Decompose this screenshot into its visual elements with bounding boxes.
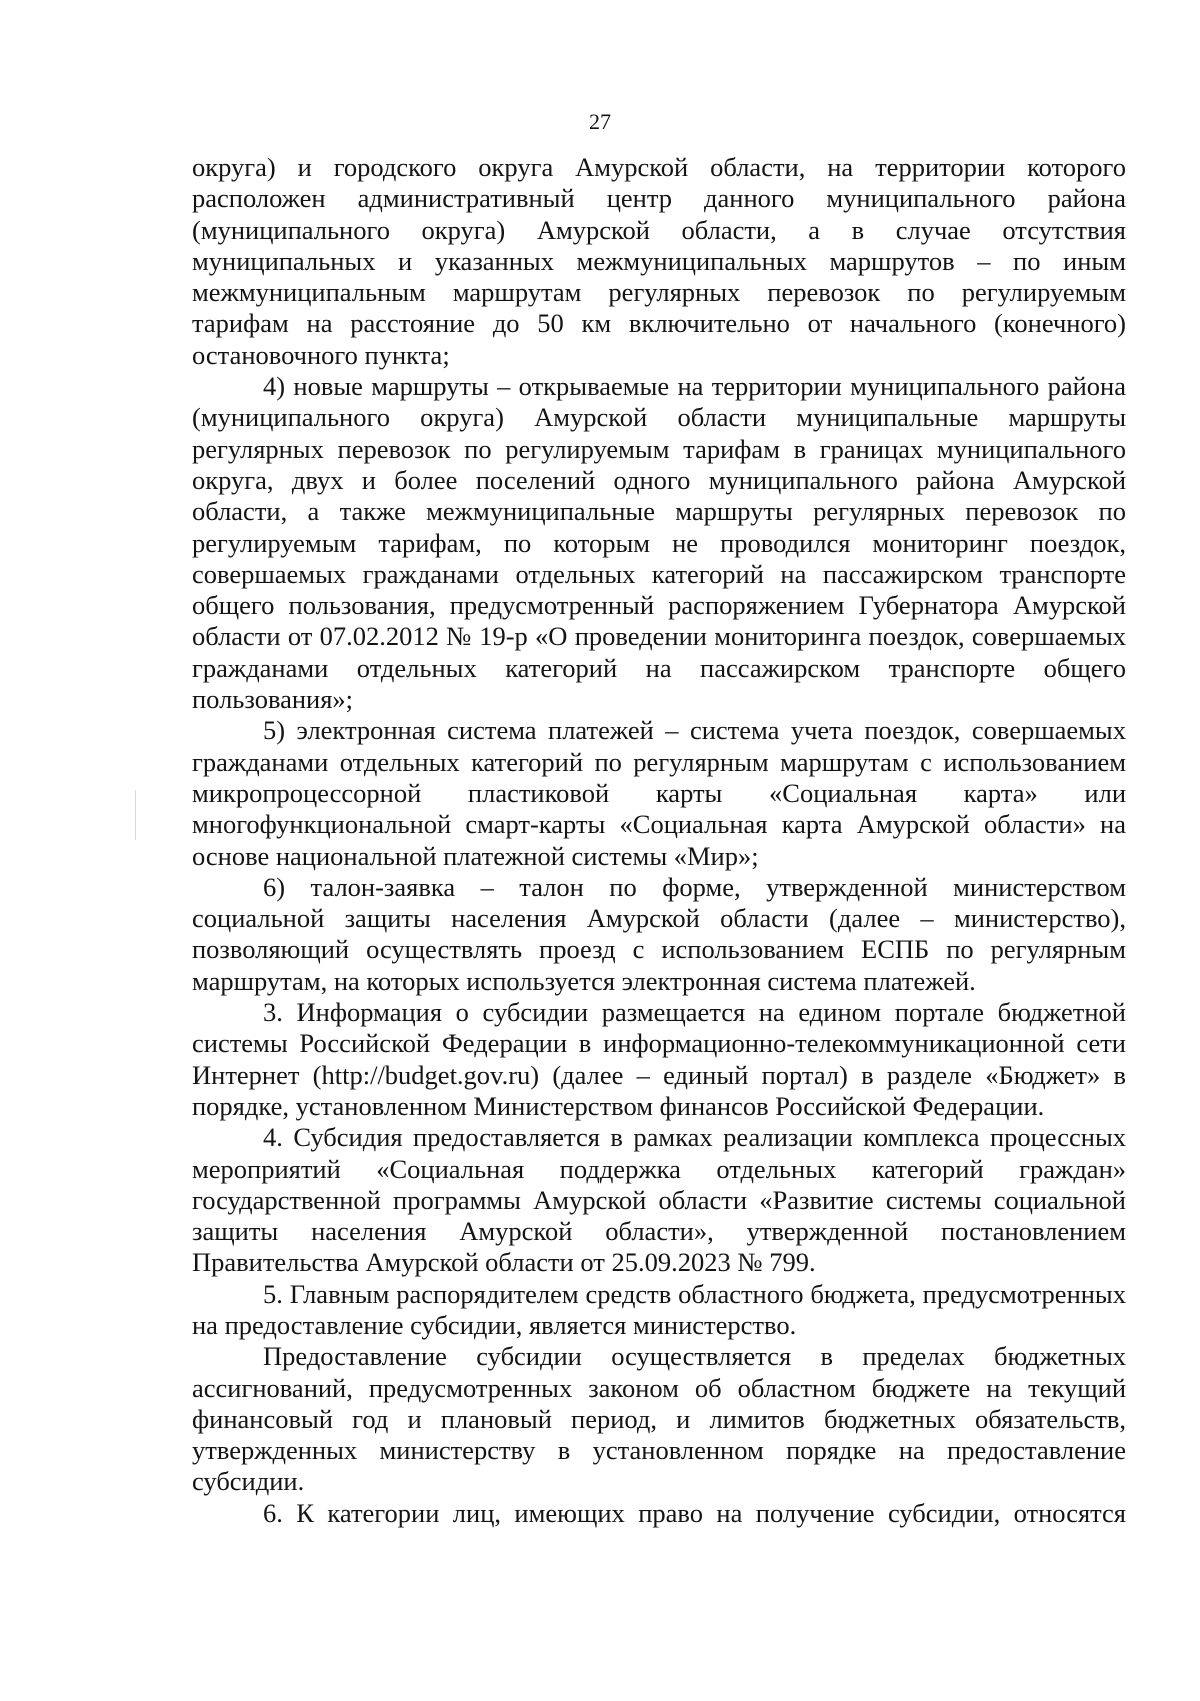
page-number: 27 bbox=[589, 109, 611, 134]
paragraph-section-4: 4. Субсидия предоставляется в рамках реализации комплекса процессных мероприятий «Социальная поддержка отдельных категорий граждан» государственной программы Амурской области «Развитие системы социальной защиты населения Амурской области», утвержденной постановлением Правительства Амурской области от 25.09.2023 № 799. bbox=[192, 1122, 1126, 1278]
paragraph-item-6-ticket-request: 6) талон-заявка – талон по форме, утвержденной министерством социальной защиты населения Амурской области (далее – министерство), позволяющий осуществлять проезд с использованием ЕСПБ по регулярным маршрутам, на которых используется электронная система платежей. bbox=[192, 871, 1126, 996]
paragraph-continuation: округа) и городского округа Амурской области, на территории которого расположен административный центр данного муниципального района (муниципального округа) Амурской области, а в случае отсутствия муниципальных и указанных межмуниципальных маршрутов – по иным межмуниципальным маршрутам регулярных перевозок по регулируемым тарифам на расстояние до 50 км включительно от начального (конечного) остановочного пункта; bbox=[192, 152, 1126, 370]
paragraph-item-4-new-routes: 4) новые маршруты – открываемые на территории муниципального района (муниципального округа) Амурской области муниципальные маршруты регулярных перевозок по регулируемым тарифам в границах муниципального округа, двух и более поселений одного муниципального района Амурской области, а также межмуниципальные маршруты регулярных перевозок по регулируемым тарифам, по которым не проводился мониторинг поездок, совершаемых гражданами отдельных категорий на пассажирском транспорте общего пользования, предусмотренный распоряжением Губернатора Амурской области от 07.02.2012 № 19-р «О проведении мониторинга поездок, совершаемых гражданами отдельных категорий на пассажирском транспорте общего пользования»; bbox=[192, 371, 1126, 715]
paragraph-item-5-electronic-payments: 5) электронная система платежей – система учета поездок, совершаемых гражданами отдельных категорий по регулярным маршрутам с использованием микропроцессорной пластиковой карты «Социальная карта» или многофункциональной смарт-карты «Социальная карта Амурской области» на основе национальной платежной системы «Мир»; bbox=[192, 715, 1126, 871]
document-body bbox=[192, 152, 1126, 1529]
paragraph-budget-limits: Предоставление субсидии осуществляется в пределах бюджетных ассигнований, предусмотренных законом об областном бюджете на текущий финансовый год и плановый период, и лимитов бюджетных обязательств, утвержденных министерству в установленном порядке на предоставление субсидии. bbox=[192, 1341, 1126, 1497]
scan-artifact-line bbox=[135, 790, 136, 840]
paragraph-section-5: 5. Главным распорядителем средств областного бюджета, предусмотренных на предоставление субсидии, является министерство. bbox=[192, 1278, 1126, 1340]
paragraph-section-6: 6. К категории лиц, имеющих право на получение субсидии, относятся bbox=[263, 1497, 1126, 1528]
paragraph-section-3: 3. Информация о субсидии размещается на едином портале бюджетной системы Российской Федерации в информационно-телекоммуникационной сети Интернет (http://budget.gov.ru) (далее – единый портал) в разделе «Бюджет» в порядке, установленном Министерством финансов Российской Федерации. bbox=[192, 997, 1126, 1121]
